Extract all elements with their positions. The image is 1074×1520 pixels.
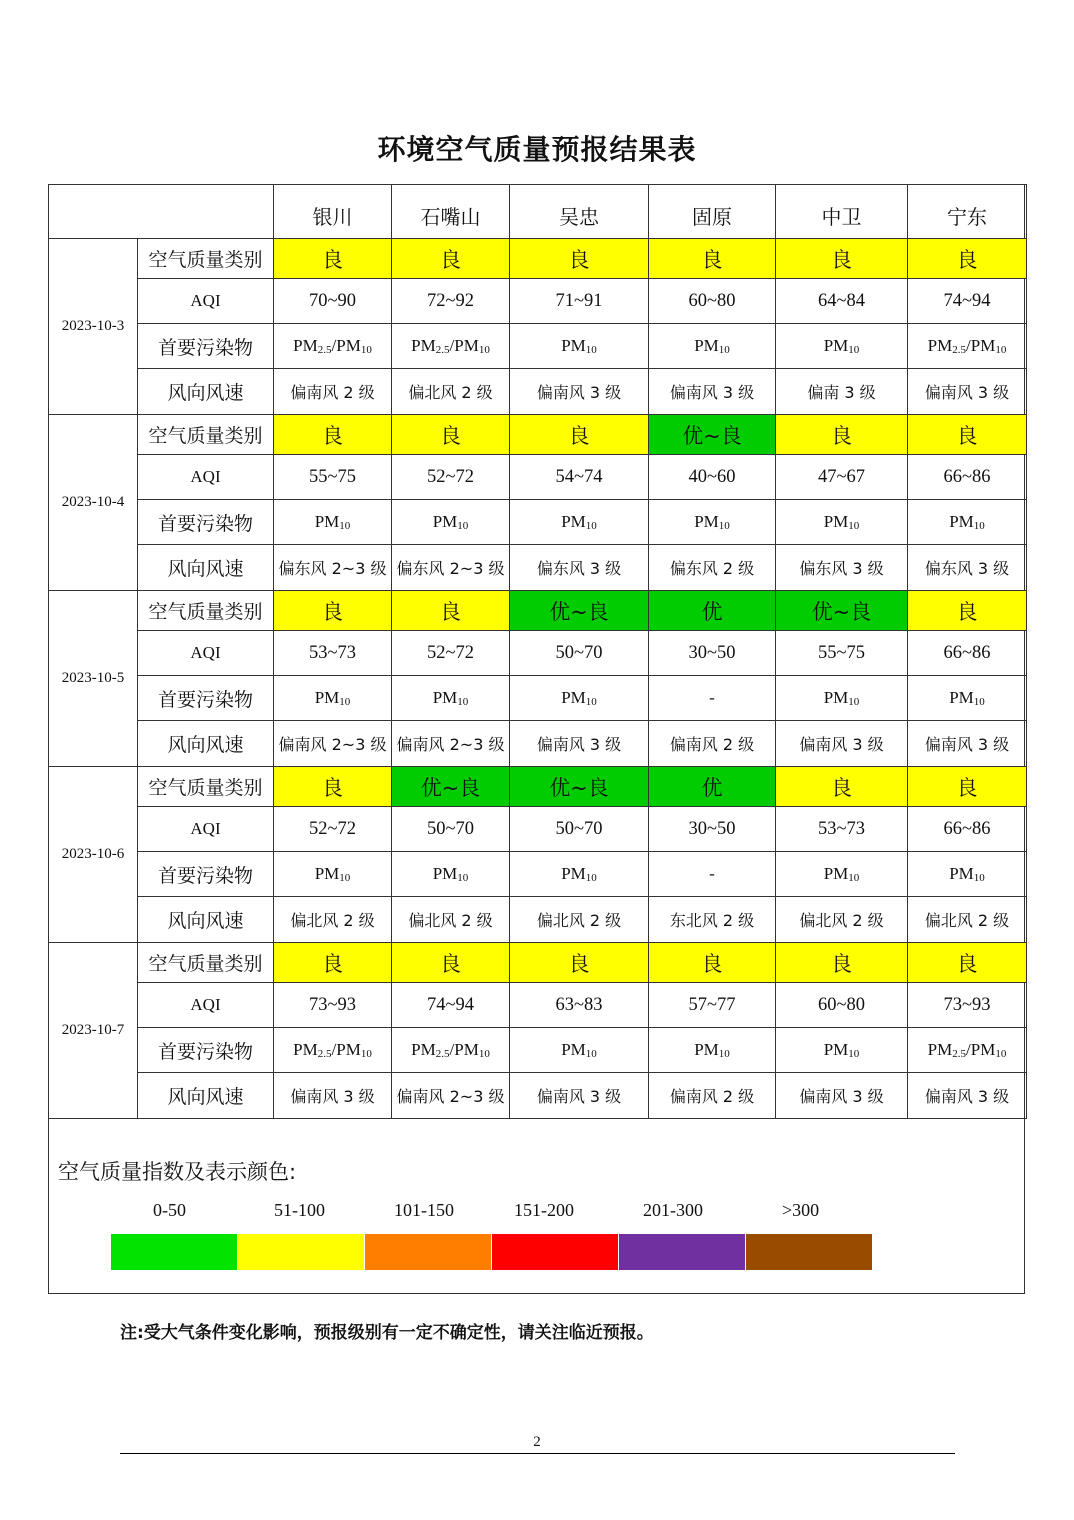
wind-cell: 偏南风 2 级 — [649, 721, 776, 767]
forecast-date: 2023-10-5 — [49, 591, 138, 767]
table-row-pollutant — [49, 676, 1027, 721]
wind-cell: 偏北风 2 级 — [510, 897, 649, 943]
category-cell: 优~良 — [392, 767, 510, 807]
wind-cell: 偏南风 3 级 — [274, 1073, 392, 1119]
legend-color-swatch — [492, 1234, 618, 1270]
category-cell: 良 — [392, 239, 510, 279]
pollutant-cell: $PM_{10}$ — [776, 324, 908, 369]
table-row-wind — [49, 1073, 1027, 1119]
row-label-wind: 风向风速 — [138, 721, 274, 767]
table-row-pollutant — [49, 500, 1027, 545]
table-row-category — [49, 239, 1027, 279]
row-label-aqi: AQI — [138, 279, 274, 324]
wind-cell: 偏北风 2 级 — [908, 897, 1027, 943]
table-row-pollutant — [49, 852, 1027, 897]
aqi-cell: 50~70 — [510, 807, 649, 852]
pollutant-cell: $PM_{10}$ — [776, 500, 908, 545]
pollutant-cell: $PM_{10}$ — [649, 324, 776, 369]
table-row-aqi — [49, 455, 1027, 500]
aqi-cell: 73~93 — [274, 983, 392, 1028]
legend-range-label: 101-150 — [394, 1200, 454, 1220]
wind-cell: 偏南风 3 级 — [776, 721, 908, 767]
pollutant-cell: $PM_{10}$ — [776, 676, 908, 721]
wind-cell: 偏南风 2 级 — [274, 369, 392, 415]
wind-cell: 偏南风 3 级 — [649, 369, 776, 415]
pollutant-cell: $PM_{10}$ — [776, 852, 908, 897]
table-row-category — [49, 943, 1027, 983]
forecast-date: 2023-10-3 — [49, 239, 138, 415]
category-cell: 良 — [274, 591, 392, 631]
category-cell: 良 — [274, 415, 392, 455]
legend-color-swatch — [238, 1234, 364, 1270]
forecast-date: 2023-10-4 — [49, 415, 138, 591]
legend-range-label: >300 — [782, 1200, 820, 1220]
wind-cell: 偏南风 3 级 — [908, 369, 1027, 415]
row-label-pollutant: 首要污染物 — [138, 500, 274, 545]
category-cell: 良 — [908, 415, 1027, 455]
pollutant-cell: $PM_{2.5}/PM_{10}$ — [908, 1028, 1027, 1073]
pollutant-cell: $PM_{10}$ — [908, 852, 1027, 897]
legend-color-swatch — [111, 1234, 237, 1270]
aqi-cell: 63~83 — [510, 983, 649, 1028]
table-row-aqi — [49, 983, 1027, 1028]
wind-cell: 偏南风 2~3 级 — [274, 721, 392, 767]
row-label-category: 空气质量类别 — [138, 415, 274, 455]
category-cell: 良 — [510, 943, 649, 983]
pollutant-cell: - — [649, 852, 776, 897]
pollutant-cell: $PM_{10}$ — [510, 676, 649, 721]
pollutant-cell: $PM_{10}$ — [649, 1028, 776, 1073]
wind-cell: 偏南风 3 级 — [510, 1073, 649, 1119]
row-label-wind: 风向风速 — [138, 369, 274, 415]
pollutant-cell: $PM_{10}$ — [908, 500, 1027, 545]
aqi-cell: 54~74 — [510, 455, 649, 500]
legend-color-swatch — [619, 1234, 745, 1270]
wind-cell: 偏南风 3 级 — [776, 1073, 908, 1119]
aqi-cell: 50~70 — [510, 631, 649, 676]
category-cell: 优 — [649, 767, 776, 807]
table-row-wind — [49, 721, 1027, 767]
pollutant-cell: $PM_{10}$ — [274, 676, 392, 721]
page-title: 环境空气质量预报结果表 — [377, 133, 697, 166]
row-label-wind: 风向风速 — [138, 545, 274, 591]
wind-cell: 偏北风 2 级 — [392, 897, 510, 943]
pollutant-cell: $PM_{10}$ — [392, 852, 510, 897]
pollutant-cell: $PM_{2.5}/PM_{10}$ — [908, 324, 1027, 369]
wind-cell: 偏南风 2~3 级 — [392, 1073, 510, 1119]
row-label-pollutant: 首要污染物 — [138, 676, 274, 721]
aqi-cell: 50~70 — [392, 807, 510, 852]
category-cell: 优~良 — [510, 591, 649, 631]
table-row-aqi — [49, 631, 1027, 676]
category-cell: 优~良 — [776, 591, 908, 631]
category-cell: 良 — [649, 943, 776, 983]
aqi-cell: 52~72 — [274, 807, 392, 852]
aqi-cell: 30~50 — [649, 807, 776, 852]
disclaimer-note: 注:受大气条件变化影响，预报级别有一定不确定性，请关注临近预报。 — [120, 1323, 654, 1343]
legend-title: 空气质量指数及表示颜色: — [58, 1160, 297, 1184]
legend-range-label: 51-100 — [274, 1200, 325, 1220]
legend-range-label: 201-300 — [643, 1200, 703, 1220]
aqi-cell: 55~75 — [274, 455, 392, 500]
category-cell: 良 — [510, 239, 649, 279]
row-label-pollutant: 首要污染物 — [138, 852, 274, 897]
table-row-category — [49, 415, 1027, 455]
footer-rule — [120, 1453, 955, 1454]
table-row-aqi — [49, 807, 1027, 852]
category-cell: 优 — [649, 591, 776, 631]
forecast-date: 2023-10-6 — [49, 767, 138, 943]
category-cell: 良 — [649, 239, 776, 279]
aqi-cell: 60~80 — [776, 983, 908, 1028]
aqi-cell: 64~84 — [776, 279, 908, 324]
pollutant-cell: $PM_{10}$ — [392, 500, 510, 545]
aqi-cell: 60~80 — [649, 279, 776, 324]
wind-cell: 偏北风 2 级 — [776, 897, 908, 943]
pollutant-cell: $PM_{10}$ — [510, 324, 649, 369]
row-label-aqi: AQI — [138, 455, 274, 500]
aqi-cell: 72~92 — [392, 279, 510, 324]
pollutant-cell: $PM_{10}$ — [392, 676, 510, 721]
pollutant-cell: $PM_{10}$ — [649, 500, 776, 545]
forecast-table — [48, 184, 1027, 1119]
table-row-wind — [49, 369, 1027, 415]
aqi-cell: 52~72 — [392, 455, 510, 500]
row-label-category: 空气质量类别 — [138, 943, 274, 983]
table-row-category — [49, 767, 1027, 807]
pollutant-cell: - — [649, 676, 776, 721]
forecast-date: 2023-10-7 — [49, 943, 138, 1119]
aqi-cell: 74~94 — [392, 983, 510, 1028]
aqi-cell: 70~90 — [274, 279, 392, 324]
wind-cell: 偏东风 3 级 — [510, 545, 649, 591]
aqi-cell: 53~73 — [776, 807, 908, 852]
city-header: 银川 — [274, 185, 392, 239]
wind-cell: 偏南风 3 级 — [510, 369, 649, 415]
category-cell: 优~良 — [510, 767, 649, 807]
wind-cell: 偏南风 3 级 — [908, 1073, 1027, 1119]
aqi-cell: 57~77 — [649, 983, 776, 1028]
wind-cell: 偏东风 2 级 — [649, 545, 776, 591]
pollutant-cell: $PM_{10}$ — [908, 676, 1027, 721]
category-cell: 良 — [776, 415, 908, 455]
wind-cell: 偏东风 3 级 — [908, 545, 1027, 591]
pollutant-cell: $PM_{2.5}/PM_{10}$ — [392, 324, 510, 369]
aqi-cell: 71~91 — [510, 279, 649, 324]
city-header: 石嘴山 — [392, 185, 510, 239]
wind-cell: 偏南风 2 级 — [649, 1073, 776, 1119]
row-label-aqi: AQI — [138, 983, 274, 1028]
category-cell: 良 — [274, 767, 392, 807]
table-row-pollutant — [49, 1028, 1027, 1073]
row-label-pollutant: 首要污染物 — [138, 324, 274, 369]
wind-cell: 偏南风 2~3 级 — [392, 721, 510, 767]
pollutant-cell: $PM_{10}$ — [510, 852, 649, 897]
table-row-pollutant — [49, 324, 1027, 369]
aqi-cell: 47~67 — [776, 455, 908, 500]
pollutant-cell: $PM_{2.5}/PM_{10}$ — [392, 1028, 510, 1073]
aqi-cell: 30~50 — [649, 631, 776, 676]
table-row-wind — [49, 545, 1027, 591]
wind-cell: 偏北风 2 级 — [392, 369, 510, 415]
category-cell: 良 — [908, 239, 1027, 279]
aqi-cell: 66~86 — [908, 455, 1027, 500]
table-row-category — [49, 591, 1027, 631]
row-label-wind: 风向风速 — [138, 1073, 274, 1119]
aqi-cell: 74~94 — [908, 279, 1027, 324]
wind-cell: 偏南风 3 级 — [510, 721, 649, 767]
city-header: 固原 — [649, 185, 776, 239]
wind-cell: 偏东风 2~3 级 — [274, 545, 392, 591]
category-cell: 良 — [776, 767, 908, 807]
aqi-cell: 55~75 — [776, 631, 908, 676]
legend-color-swatch — [746, 1234, 872, 1270]
aqi-cell: 66~86 — [908, 807, 1027, 852]
category-cell: 良 — [392, 943, 510, 983]
city-header: 宁东 — [908, 185, 1027, 239]
aqi-cell: 53~73 — [274, 631, 392, 676]
aqi-cell: 73~93 — [908, 983, 1027, 1028]
city-header: 中卫 — [776, 185, 908, 239]
legend-range-label: 0-50 — [153, 1200, 186, 1220]
category-cell: 优~良 — [649, 415, 776, 455]
pollutant-cell: $PM_{10}$ — [274, 852, 392, 897]
wind-cell: 偏北风 2 级 — [274, 897, 392, 943]
row-label-pollutant: 首要污染物 — [138, 1028, 274, 1073]
pollutant-cell: $PM_{10}$ — [510, 1028, 649, 1073]
header-corner-cell — [49, 185, 274, 239]
pollutant-cell: $PM_{2.5}/PM_{10}$ — [274, 1028, 392, 1073]
aqi-cell: 52~72 — [392, 631, 510, 676]
row-label-aqi: AQI — [138, 631, 274, 676]
wind-cell: 偏南 3 级 — [776, 369, 908, 415]
pollutant-cell: $PM_{2.5}/PM_{10}$ — [274, 324, 392, 369]
pollutant-cell: $PM_{10}$ — [274, 500, 392, 545]
table-row-wind — [49, 897, 1027, 943]
category-cell: 良 — [776, 943, 908, 983]
legend-range-label: 151-200 — [514, 1200, 574, 1220]
category-cell: 良 — [274, 239, 392, 279]
wind-cell: 东北风 2 级 — [649, 897, 776, 943]
row-label-wind: 风向风速 — [138, 897, 274, 943]
category-cell: 良 — [392, 591, 510, 631]
category-cell: 良 — [776, 239, 908, 279]
row-label-category: 空气质量类别 — [138, 767, 274, 807]
wind-cell: 偏南风 3 级 — [908, 721, 1027, 767]
category-cell: 良 — [908, 591, 1027, 631]
wind-cell: 偏东风 2~3 级 — [392, 545, 510, 591]
legend-color-swatch — [365, 1234, 491, 1270]
row-label-category: 空气质量类别 — [138, 239, 274, 279]
category-cell: 良 — [274, 943, 392, 983]
category-cell: 良 — [908, 767, 1027, 807]
category-cell: 良 — [392, 415, 510, 455]
page-number: 2 — [533, 1434, 541, 1450]
row-label-category: 空气质量类别 — [138, 591, 274, 631]
category-cell: 良 — [510, 415, 649, 455]
wind-cell: 偏东风 3 级 — [776, 545, 908, 591]
category-cell: 良 — [908, 943, 1027, 983]
pollutant-cell: $PM_{10}$ — [776, 1028, 908, 1073]
city-header: 吴忠 — [510, 185, 649, 239]
table-row-aqi — [49, 279, 1027, 324]
aqi-cell: 66~86 — [908, 631, 1027, 676]
pollutant-cell: $PM_{10}$ — [510, 500, 649, 545]
row-label-aqi: AQI — [138, 807, 274, 852]
aqi-cell: 40~60 — [649, 455, 776, 500]
